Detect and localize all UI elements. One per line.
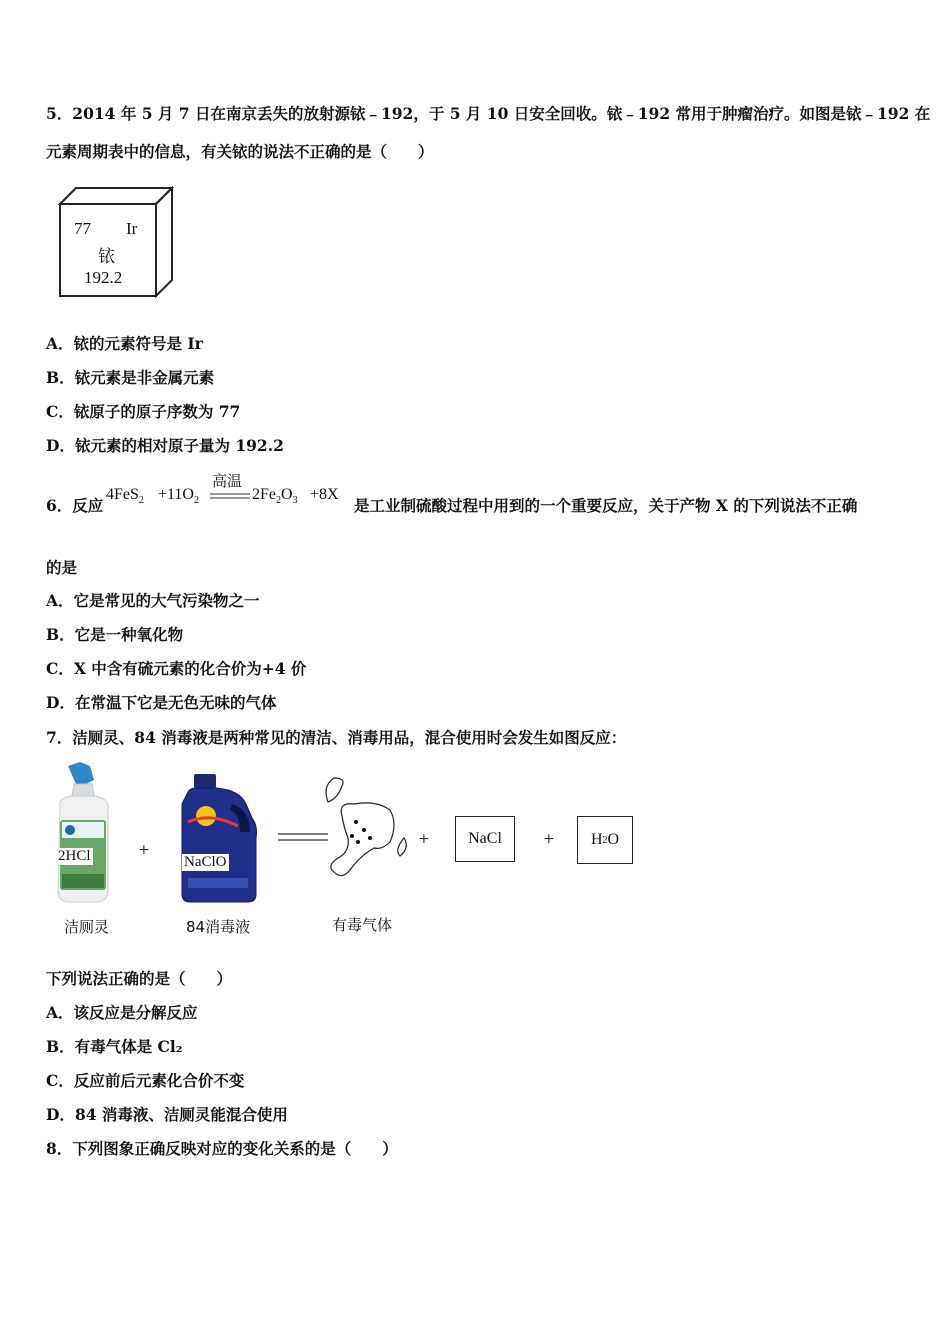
q6-option-a: A．它是常见的大气污染物之一 xyxy=(46,591,260,610)
bottle-blue-icon xyxy=(180,774,260,904)
toxic-gas-icon xyxy=(320,776,412,880)
h2o-box: H 2 O xyxy=(577,816,633,864)
periodic-table-cell xyxy=(58,186,174,304)
element-symbol: Ir xyxy=(126,219,138,238)
eq-product2: +8X xyxy=(310,486,339,503)
eq-product1: $2Fe_2O_3$ xyxy=(252,486,298,507)
bottle-white-icon xyxy=(50,762,116,904)
q7-option-a: A．该反应是分解反应 xyxy=(46,1003,198,1022)
atomic-number: 77 xyxy=(74,219,91,238)
plus-sign-3: + xyxy=(543,831,555,847)
eq-reactant2: $+11O_2$ xyxy=(158,486,199,507)
q6-suffix: 是工业制硫酸过程中用到的一个重要反应，关于产物 X 的下列说法不正确 xyxy=(354,496,858,515)
q6-prefix: 6．反应 xyxy=(46,496,104,515)
toilet-cleaner-bottle xyxy=(50,762,116,908)
eq-reactant1: 4FeS$_2$ xyxy=(106,486,144,507)
plus-sign-1: + xyxy=(138,842,150,858)
q6-option-c: C．X 中含有硫元素的化合价为+4 价 xyxy=(46,659,307,678)
eq-condition: 高温 xyxy=(212,474,243,490)
q5-option-a: A．铱的元素符号是 Ir xyxy=(46,334,203,353)
bottle1-label: 洁厕灵 xyxy=(64,918,110,936)
q7-option-b: B．有毒气体是 Cl₂ xyxy=(46,1037,183,1056)
bottle2-formula: NaClO xyxy=(184,854,227,870)
q5-option-c: C．铱原子的原子序数为 77 xyxy=(46,402,241,421)
q5-option-d: D．铱元素的相对原子量为 192.2 xyxy=(46,436,284,455)
q7-stem: 7．洁厕灵、84 消毒液是两种常见的清洁、消毒用品，混合使用时会发生如图反应： xyxy=(46,728,627,747)
q5-stem-line2: 元素周期表中的信息，有关铱的说法不正确的是（ ） xyxy=(46,142,434,161)
bottle1-formula: 2HCl xyxy=(58,848,91,864)
gas-label: 有毒气体 xyxy=(332,916,393,934)
q5-option-b: B．铱元素是非金属元素 xyxy=(46,368,215,387)
chemical-equation xyxy=(104,473,354,523)
q7-question: 下列说法正确的是（ ） xyxy=(46,969,233,988)
q7-option-c: C．反应前后元素化合价不变 xyxy=(46,1071,245,1090)
q7-option-d: D．84 消毒液、洁厕灵能混合使用 xyxy=(46,1105,288,1124)
disinfectant-bottle xyxy=(180,774,260,908)
q5-stem-line1: 5．2014 年 5 月 7 日在南京丢失的放射源铱﹣192，于 5 月 10 日安全回收。铱﹣192 常用于肿瘤治疗。如图是铱﹣192 在 xyxy=(46,104,931,123)
plus-sign-2: + xyxy=(418,831,430,847)
q6-stem-line2: 的是 xyxy=(46,558,78,577)
atomic-mass: 192.2 xyxy=(84,268,123,287)
nacl-box: NaCl xyxy=(455,816,515,862)
q6-option-d: D．在常温下它是无色无味的气体 xyxy=(46,693,277,712)
eq-double-line xyxy=(210,492,250,500)
q8-stem: 8．下列图象正确反映对应的变化关系的是（ ） xyxy=(46,1139,398,1158)
element-name: 铱 xyxy=(98,247,115,266)
q6-option-b: B．它是一种氧化物 xyxy=(46,625,184,644)
bottle2-label: 84消毒液 xyxy=(186,918,251,936)
